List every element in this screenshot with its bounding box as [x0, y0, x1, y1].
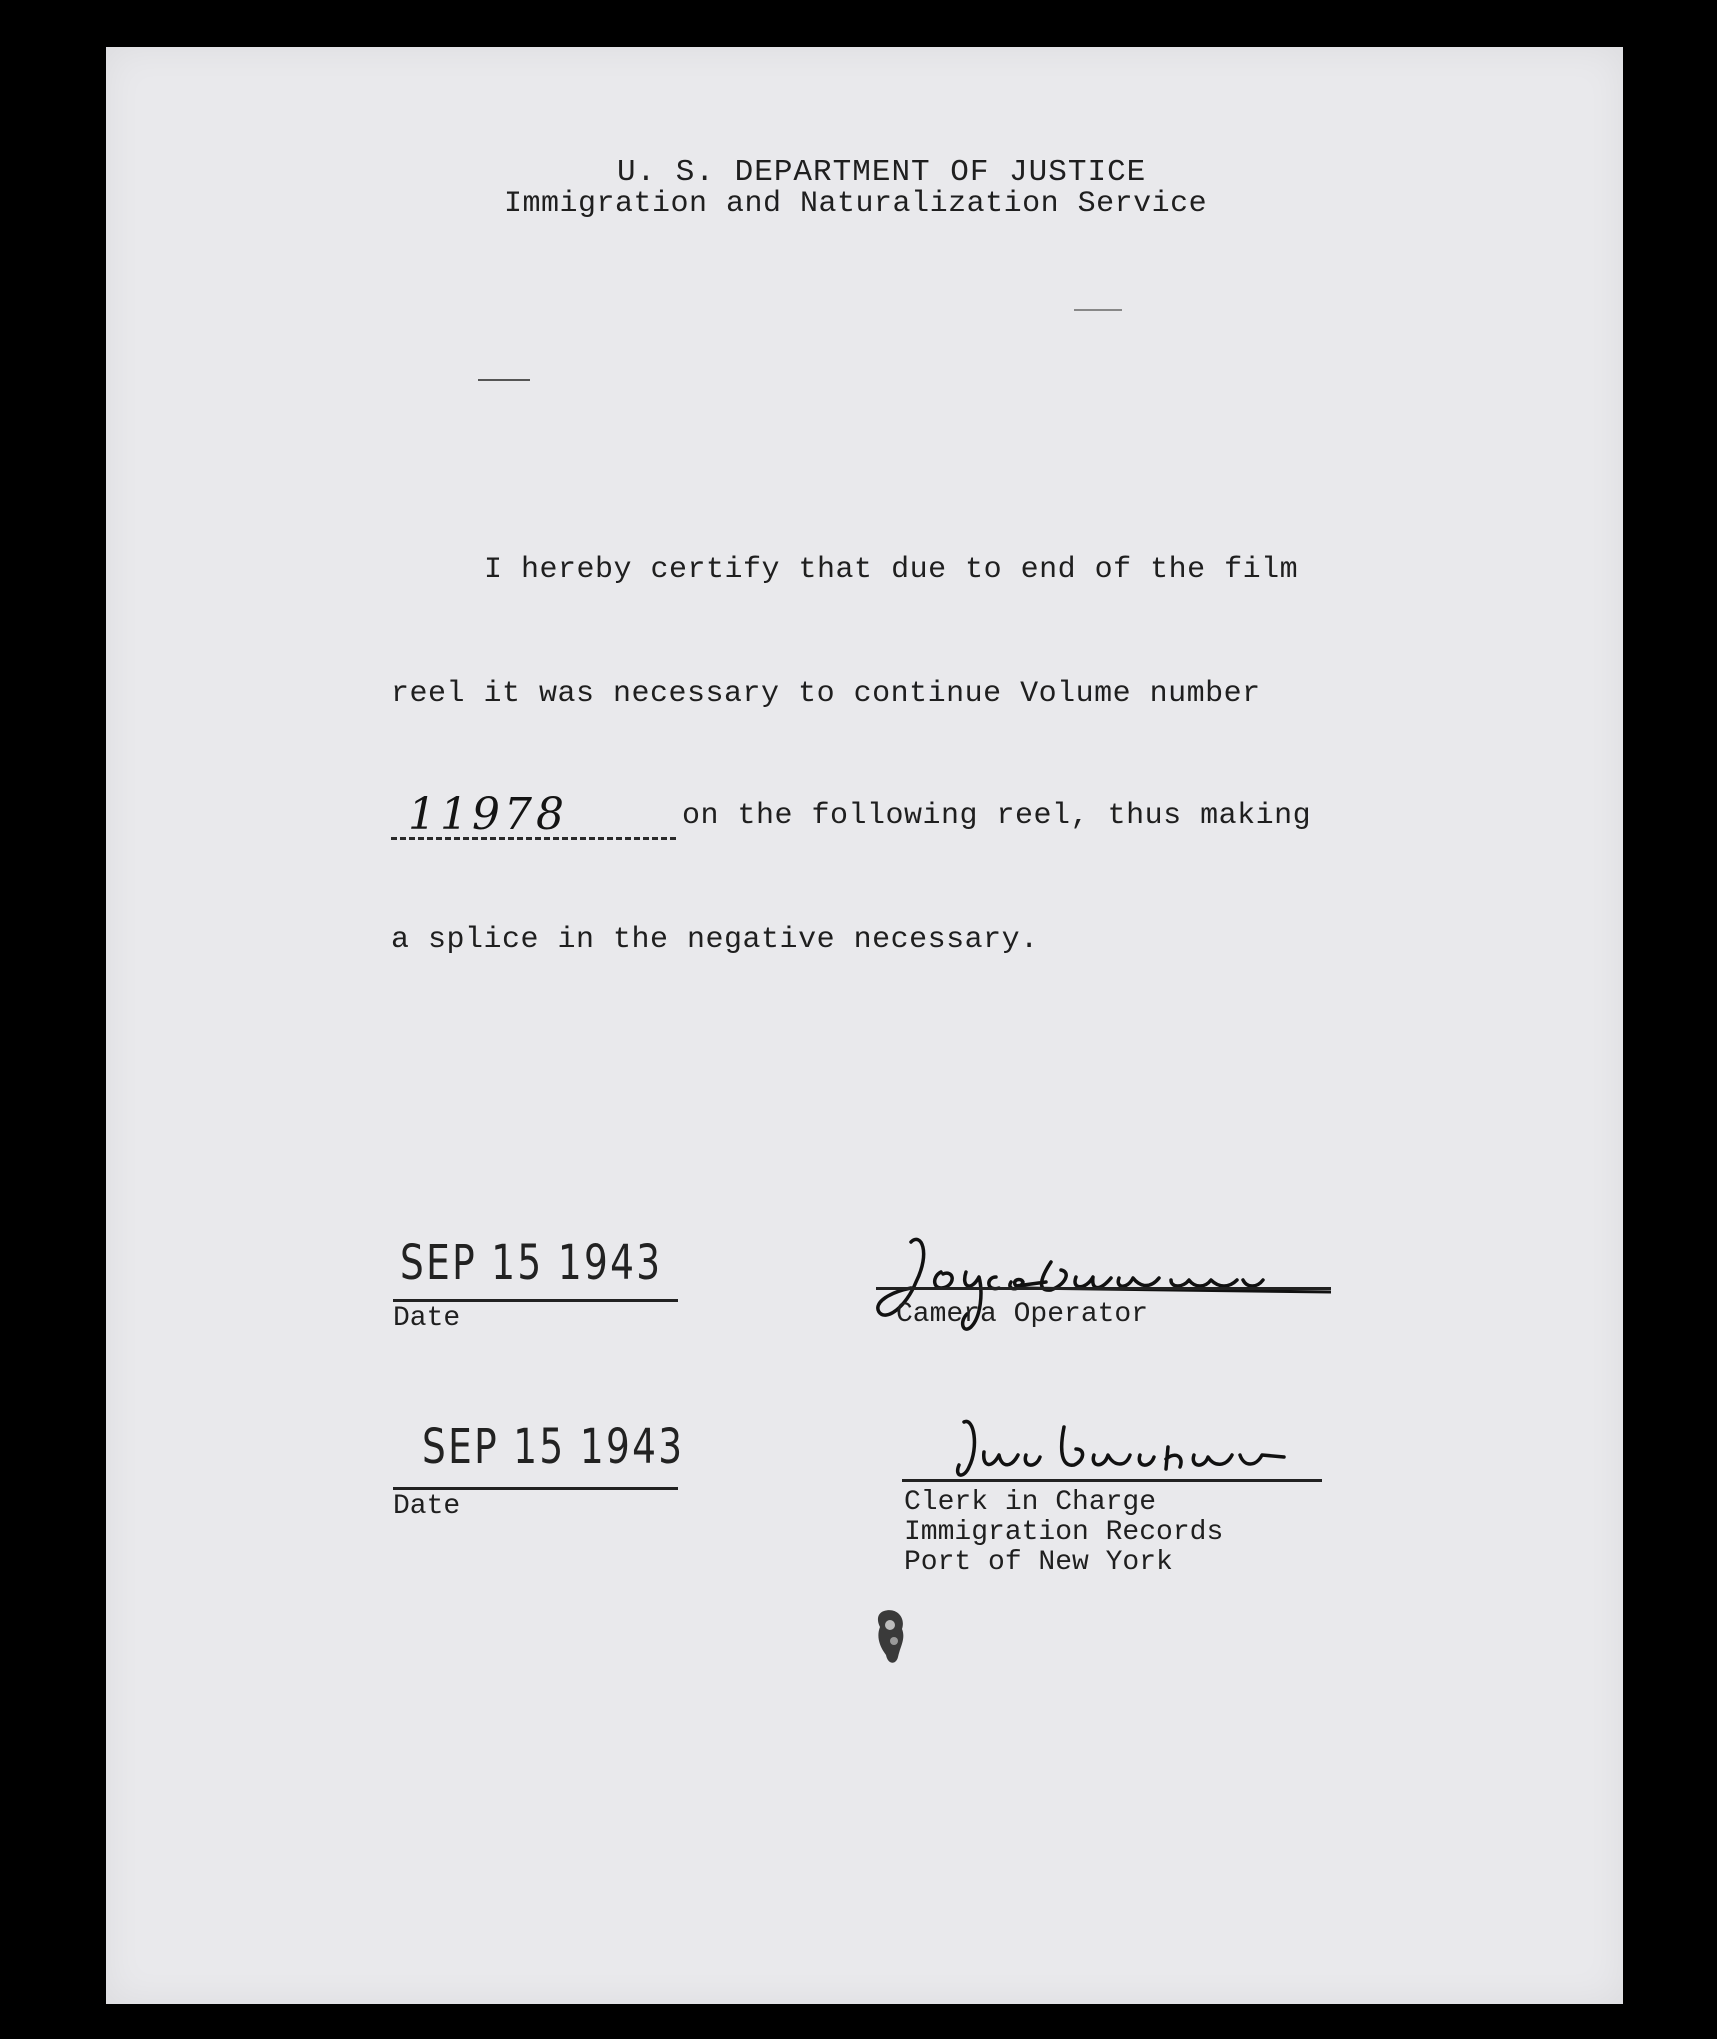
- service-heading: Immigration and Naturalization Service: [504, 187, 1208, 221]
- date-line-2: [393, 1487, 678, 1490]
- date-label-1: Date: [393, 1303, 461, 1334]
- certificate-line-3: on the following reel, thus making: [682, 799, 1312, 833]
- signature-line-2: [902, 1479, 1322, 1482]
- ink-blot: [872, 1607, 912, 1671]
- clerk-title-line-2: Immigration Records: [904, 1517, 1224, 1548]
- clerk-title-line-1: Clerk in Charge: [904, 1487, 1157, 1518]
- department-heading: U. S. DEPARTMENT OF JUSTICE: [617, 155, 1147, 190]
- clerk-title-line-3: Port of New York: [904, 1547, 1173, 1578]
- document-page: [106, 47, 1623, 2004]
- certificate-line-1: I hereby certify that due to end of the film: [484, 553, 1299, 587]
- stray-mark: [1074, 309, 1122, 311]
- date-stamp-2: SEP 15 1943: [422, 1419, 685, 1475]
- volume-number-underline: [391, 837, 676, 840]
- camera-operator-title: Camera Operator: [896, 1299, 1149, 1330]
- certificate-line-2: reel it was necessary to continue Volume number: [391, 677, 1261, 711]
- volume-number-handwritten: 11978: [408, 789, 568, 840]
- signature-line-1: [876, 1287, 1331, 1290]
- certificate-line-4: a splice in the negative necessary.: [391, 923, 1039, 957]
- date-label-2: Date: [393, 1491, 461, 1522]
- date-stamp-1: SEP 15 1943: [400, 1235, 663, 1291]
- stray-mark: [478, 379, 530, 381]
- date-line-1: [393, 1299, 678, 1302]
